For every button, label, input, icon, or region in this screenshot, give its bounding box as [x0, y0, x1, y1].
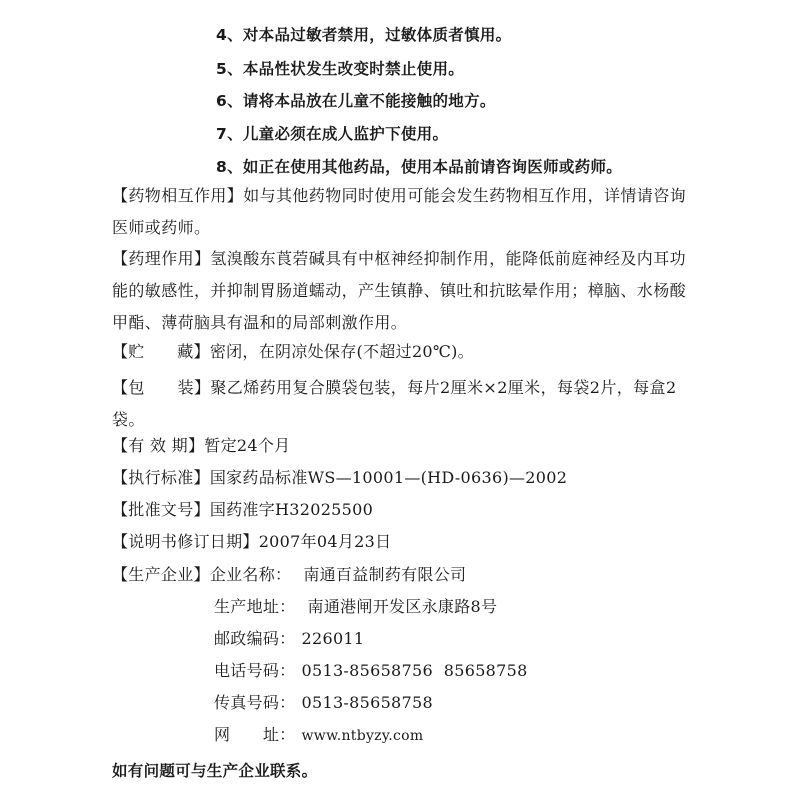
manufacturer-phone-row [214, 660, 528, 682]
approval-section [112, 499, 373, 521]
package-label: 【包 装】 [112, 378, 211, 397]
revision-text: 2007年04月23日 [258, 532, 392, 551]
approval-text: 国药准字H32025500 [209, 500, 374, 519]
validity-section [112, 435, 290, 457]
manufacturer-fax-row [214, 692, 433, 714]
precaution-6: 6、请将本品放在儿童不能接触的地方。 [216, 92, 496, 110]
pharmacology-label: 【药理作用】 [112, 249, 211, 268]
precaution-8: 8、如正在使用其他药品，使用本品前请咨询医师或药师。 [216, 158, 623, 176]
precaution-4: 4、对本品过敏者禁用，过敏体质者慎用。 [216, 26, 512, 44]
footer-contact-note: 如有问题可与生产企业联系。 [112, 762, 318, 780]
standard-label: 【执行标准】 [112, 468, 210, 487]
phone-label: 电话号码： [214, 661, 296, 680]
revision-label: 【说明书修订日期】 [112, 532, 259, 551]
manufacturer-postcode-row [214, 628, 364, 650]
interactions-section [112, 180, 692, 244]
interactions-label: 【药物相互作用】 [112, 186, 244, 205]
manufacturer-name-row [112, 564, 466, 586]
postcode-value: 226011 [301, 629, 365, 648]
pharmacology-section [112, 243, 692, 339]
website-label: 网 址： [214, 725, 296, 744]
manufacturer-address-row [214, 596, 497, 618]
standard-section [112, 467, 567, 489]
precaution-7: 7、儿童必须在成人监护下使用。 [216, 125, 449, 143]
website-value: www.ntbyzy.com [301, 728, 424, 744]
pharmacology-text: 氢溴酸东莨菪碱具有中枢神经抑制作用，能降低前庭神经及内耳功能的敏感性，并抑制胃肠道蠕动，产生镇静、镇吐和抗眩晕作用；樟脑、水杨酸甲酯、薄荷脑具有温和的局部刺激作用。 [112, 249, 687, 332]
manufacturer-name: 南通百益制药有限公司 [303, 565, 467, 584]
package-text: 聚乙烯药用复合膜袋包装，每片2厘米×2厘米，每袋2片，每盒2袋。 [112, 378, 677, 429]
manufacturer-name-label: 企业名称： [209, 565, 292, 584]
interactions-text: 如与其他药物同时使用可能会发生药物相互作用，详情请咨询医师或药师。 [112, 186, 687, 237]
storage-label: 【贮 藏】 [112, 342, 210, 361]
package-section [112, 372, 692, 436]
fax-label: 传真号码： [214, 693, 296, 712]
storage-section [112, 341, 474, 363]
validity-label: 【有 效 期】 [112, 436, 205, 455]
approval-label: 【批准文号】 [112, 500, 210, 519]
address-label: 生产地址： [214, 597, 296, 616]
validity-text: 暂定24个月 [204, 436, 291, 455]
postcode-label: 邮政编码： [214, 629, 296, 648]
precaution-5: 5、本品性状发生改变时禁止使用。 [216, 60, 465, 78]
address-value: 南通港闸开发区永康路8号 [307, 597, 498, 616]
revision-section [112, 531, 391, 553]
standard-text: 国家药品标准WS—10001—(HD-0636)—2002 [209, 468, 568, 487]
phone-value: 0513-85658756 85658758 [301, 661, 528, 680]
manufacturer-label: 【生产企业】 [112, 565, 210, 584]
fax-value: 0513-85658758 [301, 693, 433, 712]
storage-text: 密闭，在阴凉处保存(不超过20℃)。 [209, 342, 474, 361]
manufacturer-website-row [214, 724, 423, 747]
